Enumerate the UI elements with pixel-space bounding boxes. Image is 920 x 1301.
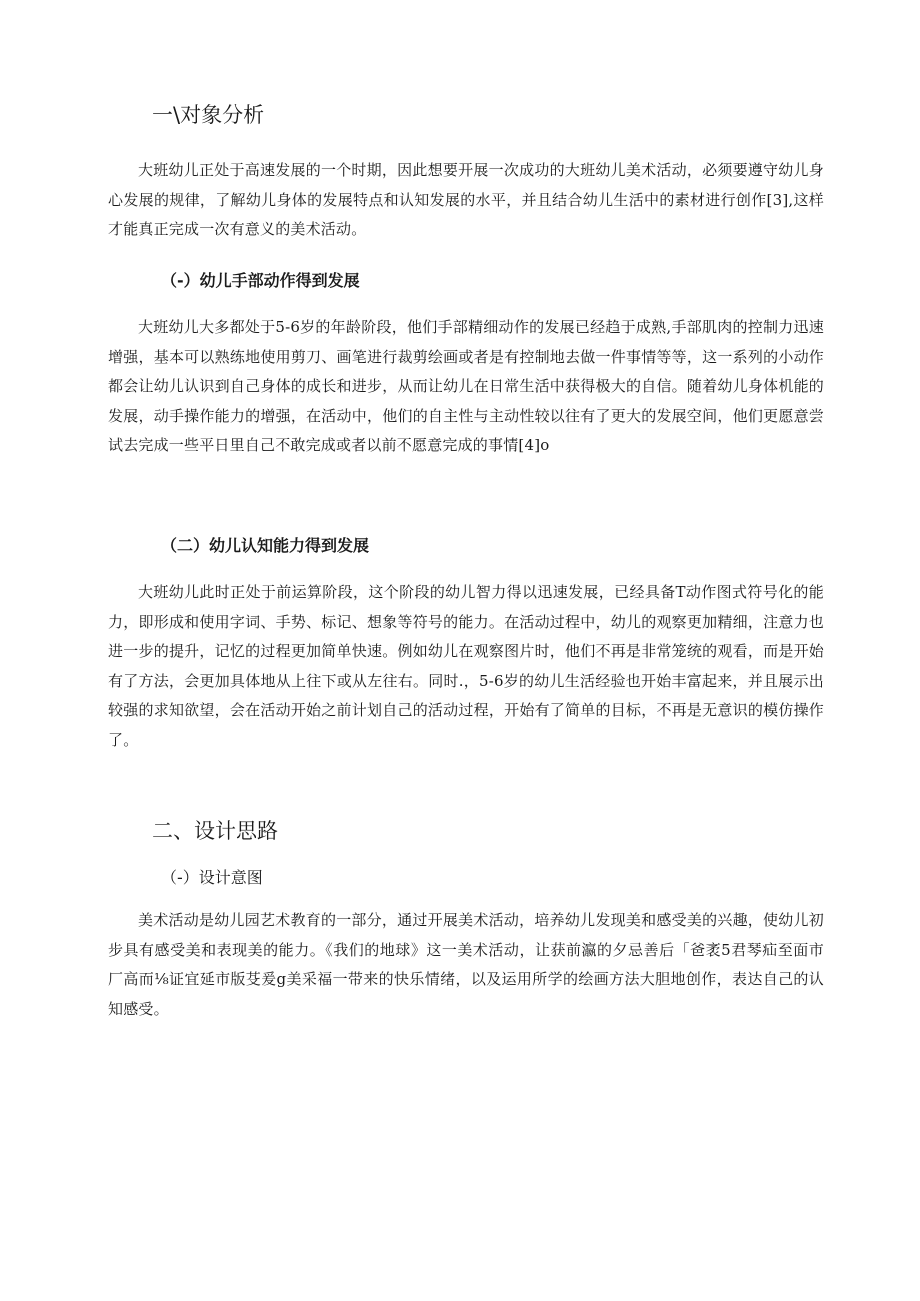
subsection-heading-design-intent: （-）设计意图 — [161, 868, 263, 887]
hand-movement-paragraph: 大班幼儿大多都处于5-6岁的年龄阶段，他们手部精细动作的发展已经趋于成熟,手部肌肉的控制力迅速增强，基本可以熟练地使用剪刀、画笔进行裁剪绘画或者是有控制地去做一件事情等等，这一系列的小动作都会让幼儿认识到自己身体的成长和进步，从而让幼儿在日常生活中获得极大的自信。随着幼儿身体机能的发展，动手操作能力的增强，在活动中，他们的自主性与主动性较以往有了更大的发展空间，他们更愿意尝试去完成一些平日里自己不敢完成或者以前不愿意完成的事情[4]o — [108, 318, 824, 455]
section-heading-design-ideas: 二、设计思路 — [152, 819, 278, 843]
section-intro-paragraph: 大班幼儿正处于高速发展的一个时期，因此想要开展一次成功的大班幼儿美术活动，必须要遵守幼儿身心发展的规律，了解幼儿身体的发展特点和认知发展的水平，并且结合幼儿生活中的素材进行创作[3],这样才能真正完成一次有意义的美术活动。 — [108, 161, 824, 239]
cognitive-paragraph: 大班幼儿此时正处于前运算阶段，这个阶段的幼儿智力得以迅速发展，已经具备T动作图式符号化的能力，即形成和使用字词、手势、标记、想象等符号的能力。在活动过程中，幼儿的观察更加精细，注意力也进一步的提升，记忆的过程更加简单快速。例如幼儿在观察图片时，他们不再是非常笼统的观看，而是开始有了方法，会更加具体地从上往下或从左往右。同时.，5-6岁的幼儿生活经验也开始丰富起来，并且展示出较强的求知欲望，会在活动开始之前计划自己的活动过程，开始有了简单的目标，不再是无意识的模仿操作了。 — [108, 583, 824, 749]
design-intent-paragraph: 美术活动是幼儿园艺术教育的一部分，通过开展美术活动，培养幼儿发现美和感受美的兴趣，使幼儿初步具有感受美和表现美的能力。《我们的地球》这一美术活动，让获前瀛的夕忌善后「爸袤5君琴疝至面市厂高而⅛证宜延市版芟爰g美采福一带来的快乐情绪，以及运用所学的绘画方法大胆地创作，表达自己的认知感受。 — [108, 911, 824, 1018]
section-heading-object-analysis: 一\对象分析 — [152, 103, 265, 127]
subsection-heading-hand-movement: （-）幼儿手部动作得到发展 — [161, 271, 360, 290]
subsection-heading-cognitive: （二）幼儿认知能力得到发展 — [161, 536, 370, 555]
